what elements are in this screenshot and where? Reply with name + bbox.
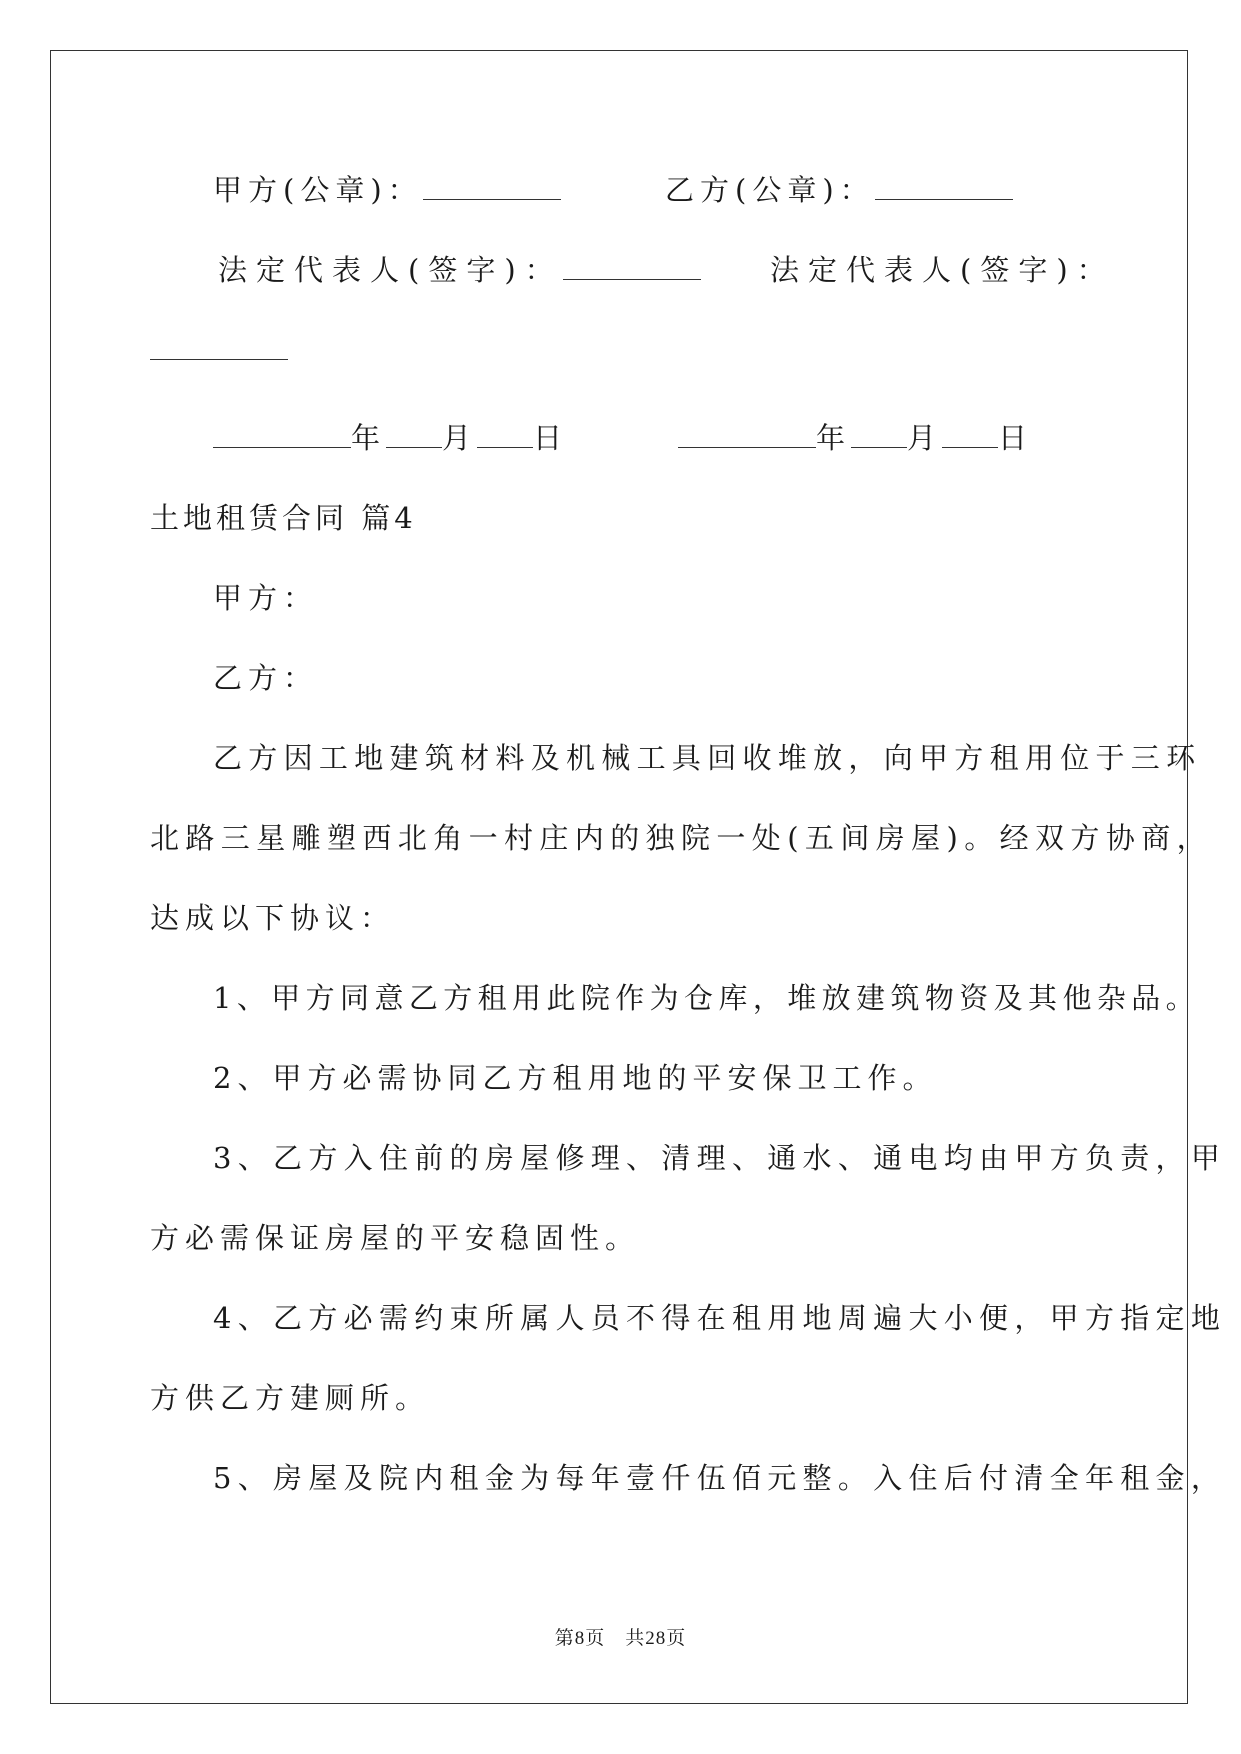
body-line-9: 方供乙方建厕所。 [150,1381,431,1415]
section-title: 土地租赁合同 篇4 [150,501,417,535]
body-line-2: 北路三星雕塑西北角一村庄内的独院一处(五间房屋)。经双方协商， [150,821,1213,855]
rep-a-line [218,250,701,290]
date-b-day: 日 [998,421,1034,455]
rep-a-label: 法定代表人(签字)： [218,253,563,287]
body-line-4: 1、甲方同意乙方租用此院作为仓库，堆放建筑物资及其他杂品。 [213,981,1201,1015]
party-b-seal-label: 乙方(公章)： [665,173,875,207]
party-a-seal-blank [423,171,561,200]
date-b-year-blank [678,419,816,448]
party-b-seal-blank [875,171,1013,200]
date-b-month-blank [851,419,907,448]
party-a-seal-line [213,170,561,210]
date-b-month: 月 [907,421,943,455]
rep-b-blank-line [150,330,288,370]
date-a-day: 日 [533,421,569,455]
rep-a-blank [563,251,701,280]
date-a-month-blank [386,419,442,448]
rep-b-label: 法定代表人(签字)： [770,253,1115,287]
body-line-6: 3、乙方入住前的房屋修理、清理、通水、通电均由甲方负责，甲 [213,1141,1227,1175]
body-line-3: 达成以下协议： [150,901,396,935]
rep-b-blank [150,331,288,360]
date-a-year-blank [213,419,351,448]
date-a-month: 月 [442,421,478,455]
date-a-line [213,418,568,458]
date-a-year: 年 [351,421,387,455]
date-b-day-blank [942,419,998,448]
party-a-label: 甲方： [213,581,319,615]
date-b-year: 年 [816,421,852,455]
page-border [50,50,1188,1704]
party-a-seal-label: 甲方(公章)： [213,173,423,207]
date-b-line [678,418,1033,458]
page-number-footer: 第8页 共28页 [554,1628,687,1649]
party-b-seal-line [665,170,1013,210]
rep-b-line [770,250,1115,290]
body-line-8: 4、乙方必需约束所属人员不得在租用地周遍大小便，甲方指定地 [213,1301,1227,1335]
body-line-1: 乙方因工地建筑材料及机械工具回收堆放，向甲方租用位于三环 [213,741,1202,775]
party-b-label: 乙方： [213,661,319,695]
body-line-10: 5、房屋及院内租金为每年壹仟伍佰元整。入住后付清全年租金， [213,1461,1227,1495]
body-line-7: 方必需保证房屋的平安稳固性。 [150,1221,641,1255]
date-a-day-blank [477,419,533,448]
body-line-5: 2、甲方必需协同乙方租用地的平安保卫工作。 [213,1061,938,1095]
